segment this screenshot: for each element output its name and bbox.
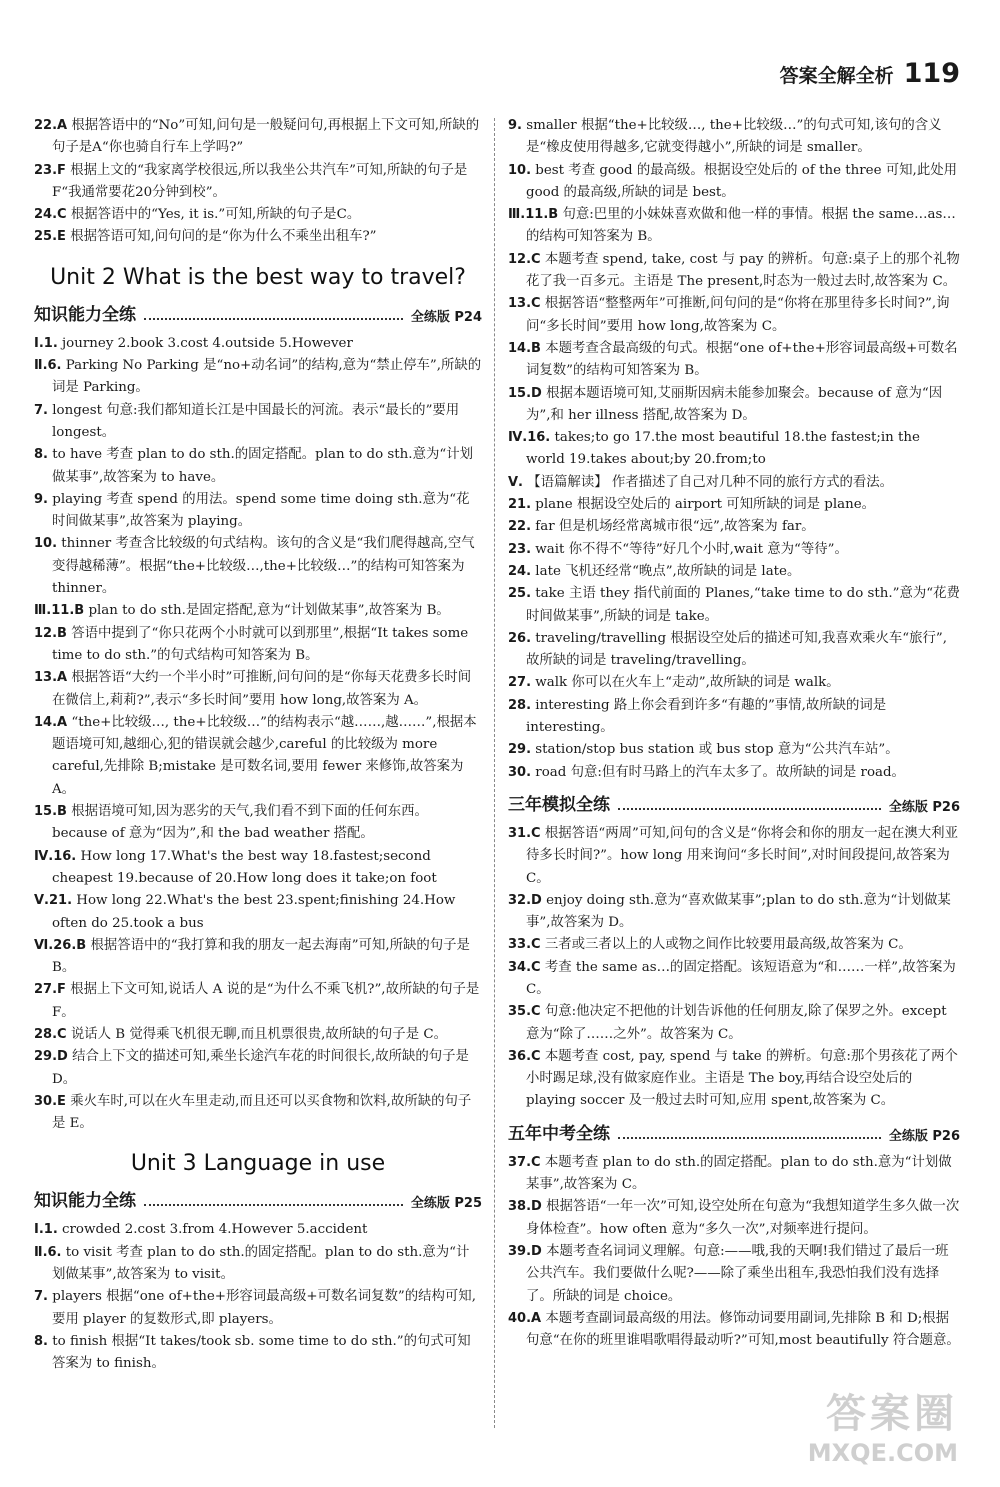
answer-number: Ⅴ.21. [34,893,73,909]
answer-entry [34,115,482,160]
answer-text: to visit 考查 plan to do sth.的固定搭配。plan to do sth.意为“计划做某事”,故答案为 to visit。 [52,1244,470,1283]
answer-entry [34,1024,482,1046]
answer-text: traveling/travelling 根据设空处后的描述可知,我喜欢乘火车“旅行”,故所缺的词是 traveling/travelling。 [526,630,948,669]
answer-entry [508,1196,960,1241]
answer-number: 29.D [34,1049,68,1065]
answer-text: takes;to go 17.the most beautiful 18.the fastest;in the world 19.takes about;by 20.from;to [526,430,920,468]
answer-number: 40.A [508,1310,542,1326]
answer-entry [34,600,482,622]
answer-entry [508,249,960,294]
section-title: 三年模拟全练 [508,794,610,815]
answer-text: take 主语 they 指代前面的 Planes,“take time to do sth.”意为“花费时间做某事”,所缺的词是 take。 [526,586,960,624]
answer-entry [508,1308,960,1353]
answer-number: 38.D [508,1199,542,1215]
answer-number: 7. [34,1289,48,1305]
answer-entry [34,667,482,712]
answer-text: “the+比较级…, the+比较级…”的结构表示“越……,越……”,根据本题语境可知,越细心,犯的错误就会越少,careful 的比较级为 more careful,先排除 B;mistake 是可数名词,要用 fewer 来修饰,故答案为 A。 [52,714,477,797]
answer-text: to finish 根据“It takes/took sb. some time to do sth.”的句式可知答案为 to finish。 [52,1333,471,1372]
answer-number: 12.C [508,251,541,267]
answer-entry [34,533,482,600]
answer-text: crowded 2.cost 3.from 4.However 5.accident [62,1222,368,1238]
answer-number: 31.C [508,825,541,841]
answer-entry [34,444,482,489]
answer-text: interesting 路上你会看到许多“有趣的”事情,故所缺的词是 interesting。 [526,697,887,736]
answer-number: 14.A [34,714,68,730]
answer-text: Parking No Parking 是“no+动名词”的结构,意为“禁止停车”,所缺的词是 Parking。 [52,358,482,396]
answer-number: Ⅱ.6. [34,358,62,374]
answer-entry [508,672,960,694]
answer-number: 33.C [508,937,541,953]
answer-entry [508,739,960,761]
answer-number: 9. [34,491,48,507]
answer-text: 句意:巴里的小妹妹喜欢做和他一样的事情。根据 the same…as…的结构可知答案为 B。 [526,207,956,245]
answer-number: 24. [508,563,532,579]
answer-entry [34,1331,482,1376]
answer-number: 26. [508,630,532,646]
answer-entry [34,400,482,445]
answer-entry [508,160,960,205]
answer-number: Ⅳ.16. [34,848,77,864]
answer-number: 32.D [508,892,542,908]
answer-entry [508,561,960,583]
answer-text: station/stop bus station 或 bus stop 意为“公共汽车站”。 [535,742,899,758]
answer-text: 根据答语“大约一个半小时”可推断,问句问的是“你每天花费多长时间在微信上,莉莉?”,表示“多长时间”要用 how long,故答案为 A。 [52,670,472,708]
watermark-url: MXQE.COM [807,1439,958,1467]
answer-number: 34.C [508,959,541,975]
answer-entry [508,115,960,160]
answer-number: 35.C [508,1004,541,1020]
answer-entry [508,762,960,784]
right-column [508,115,960,1352]
answer-number: 14.B [508,340,541,356]
answer-number: 28.C [34,1026,67,1042]
answer-text: far 但是机场经常离城市很“远”,故答案为 far。 [535,519,815,535]
section-title: 知识能力全练 [34,1191,136,1212]
answer-number: 10. [34,536,58,552]
answer-entry [508,293,960,338]
answer-entry [508,516,960,538]
answer-text: best 考查 good 的最高级。根据设空处后的 of the three 可知,此处用 good 的最高级,所缺的词是 best。 [526,162,957,200]
answer-text: smaller 根据“the+比较级…, the+比较级…”的句式可知,该句的含义是“橡皮使用得越多,它就变得越小”,所缺的词是 smaller。 [526,118,942,156]
answer-number: Ⅰ.1. [34,1222,58,1238]
answer-entry [34,1046,482,1091]
answer-entry [508,204,960,249]
answer-text: 【语篇解读】 作者描述了自己对几种不同的旅行方式的看法。 [527,474,894,490]
section-title: 知识能力全练 [34,304,136,325]
answer-number: 8. [34,1333,48,1349]
answer-text: How long 17.What's the best way 18.fastest;second cheapest 19.because of 20.How long does it take;on foot [52,848,437,886]
section-header [34,1186,482,1211]
column-divider [494,118,495,1428]
answer-entry [34,890,482,935]
answer-text: 句意:他决定不把他的计划告诉他的任何朋友,除了保罗之外。except 意为“除了……之外”。故答案为 C。 [526,1004,947,1042]
answer-number: 15.B [34,804,67,820]
answer-entry [508,890,960,935]
answer-text: 三者或三者以上的人或物之间作比较要用最高级,故答案为 C。 [544,937,912,953]
answer-entry [508,1152,960,1197]
answer-number: 37.C [508,1154,541,1170]
section-title: 五年中考全练 [508,1123,610,1144]
answer-text: 根据答语中的“我打算和我的朋友一起去海南”可知,所缺的句子是 B。 [52,937,470,976]
answer-number: 8. [34,447,48,463]
answer-number: 21. [508,497,532,513]
answer-text: 根据语境可知,因为恶劣的天气,我们看不到下面的任何东西。because of 意为“因为”,和 the bad weather 搭配。 [52,804,428,842]
answer-entry [508,539,960,561]
answer-entry [34,1286,482,1331]
section-header [508,790,960,815]
answer-text: 根据答语中的“No”可知,问句是一般疑问句,再根据上下文可知,所缺的句子是A“你也骑自行车上学吗?” [52,118,480,156]
answer-number: 22. [508,519,532,535]
unit-title: Unit 2 What is the best way to travel? [50,264,466,290]
answer-entry [508,1001,960,1046]
answer-entry [508,695,960,740]
answer-text: 本题考查副词最高级的用法。修饰动词要用副词,先排除 B 和 D;根据句意“在你的班里谁唱歌唱得最动听?”可知,most beautifully 符合题意。 [526,1310,960,1349]
answer-number: 27. [508,675,532,691]
answer-text: 根据答语“两周”可知,问句的含义是“你将会和你的朋友一起在澳大利亚待多长时间?”。how long 用来询问“多长时间”,对时间段提问,故答案为 C。 [526,825,958,886]
answer-number: Ⅵ.26.B [34,937,87,953]
answer-text: late 飞机还经常“晚点”,故所缺的词是 late。 [535,563,801,579]
answer-entry [34,623,482,668]
answer-entry [34,1091,482,1136]
answer-text: 本题考查含最高级的句式。根据“one of+the+形容词最高级+可数名词复数”的结构可知答案为 B。 [526,340,958,379]
answer-text: plan to do sth.是固定搭配,意为“计划做某事”,故答案为 B。 [88,603,450,619]
answer-entry [508,583,960,628]
answer-number: Ⅱ.6. [34,1244,62,1260]
answer-number: 23.F [34,162,66,178]
answer-text: How long 22.What's the best 23.spent;finishing 24.How often do 25.took a bus [52,893,456,931]
unit-title: Unit 3 Language in use [130,1151,386,1177]
answer-entry [34,1242,482,1287]
answer-text: 本题考查名词词义理解。句意:——哦,我的天啊!我们错过了最后一班公共汽车。我们要做什么呢?——除了乘坐出租车,我恐怕我们没有选择了。所缺的词是 choice。 [526,1243,949,1304]
answer-number: 30. [508,764,532,780]
answer-number: 22.A [34,118,68,133]
answer-text: 本题考查 plan to do sth.的固定搭配。plan to do sth.意为“计划做某事”,故答案为 C。 [526,1154,952,1193]
answer-entry [508,338,960,383]
answer-entry [34,1219,482,1241]
answer-entry [508,628,960,673]
answer-text: 根据本题语境可知,艾丽斯因病未能参加聚会。because of 意为“因为”,和 her illness 搭配,故答案为 D。 [526,385,943,423]
answer-text: 根据答语“整整两年”可推断,问句问的是“你将在那里待多长时间?”,询问“多长时间”要用 how long,故答案为 C。 [526,296,950,334]
answer-text: 根据答语可知,问句问的是“你为什么不乘坐出租车?” [70,229,377,245]
answer-number: 12.B [34,625,67,641]
section-page-ref: 全练版 P26 [888,1128,960,1144]
answer-entry [34,935,482,980]
answer-text: enjoy doing sth.意为“喜欢做某事”;plan to do sth.意为“计划做某事”,故答案为 D。 [526,892,951,931]
answer-text: walk 你可以在火车上“走动”,故所缺的词是 walk。 [535,675,840,691]
answer-number: 10. [508,162,532,178]
answer-text: longest 句意:我们都知道长江是中国最长的河流。表示“最长的”要用 longest。 [52,402,460,440]
dotted-leader [144,318,403,320]
answer-number: 30.E [34,1093,66,1109]
section-header [34,300,482,325]
page-header [780,58,960,89]
answer-entry [34,333,482,355]
answer-text: 说话人 B 觉得乘飞机很无聊,而且机票很贵,故所缺的句子是 C。 [70,1026,447,1042]
answer-entry [508,472,960,494]
answer-entry [34,801,482,846]
answer-number: 13.A [34,670,68,686]
answer-entry [34,712,482,801]
section-page-ref: 全练版 P26 [888,799,960,815]
answer-number: Ⅲ.11.B [34,603,85,619]
answer-entry [508,957,960,1002]
answer-number: 25.E [34,229,66,245]
page-number: 119 [903,58,960,89]
answer-text: thinner 考查含比较级的句式结构。该句的含义是“我们爬得越高,空气变得越稀薄”。根据“the+比较级…,the+比较级…”的结构可知答案为 thinner。 [52,536,475,597]
answer-number: 28. [508,697,532,713]
answer-number: 39.D [508,1243,542,1259]
answer-text: plane 根据设空处后的 airport 可知所缺的词是 plane。 [535,497,876,513]
left-column [34,115,482,1376]
answer-entry [508,934,960,956]
answer-text: road 句意:但有时马路上的汽车太多了。故所缺的词是 road。 [535,764,905,780]
answer-number: 36.C [508,1048,541,1064]
answer-number: Ⅴ. [508,474,523,490]
answer-number: 27.F [34,982,66,998]
book-name: 答案全解全析 [779,65,894,87]
watermark-logo-text: 答案圈 [826,1391,958,1437]
answer-text: 根据上下文可知,说话人 A 说的是“为什么不乘飞机?”,故所缺的句子是 F。 [52,982,480,1020]
answer-number: 15.D [508,385,542,401]
answer-text: 本题考查 spend, take, cost 与 pay 的辨析。句意:桌子上的那个礼物花了我一百多元。主语是 The present,时态为一般过去时,故答案为 C。 [526,251,960,290]
section-page-ref: 全练版 P25 [410,1196,482,1212]
answer-entry [508,494,960,516]
answer-text: playing 考查 spend 的用法。spend some time doing sth.意为“花时间做某事”,故答案为 playing。 [52,491,470,530]
answer-text: wait 你不得不“等待”好几个小时,wait 意为“等待”。 [535,541,848,557]
answer-text: 根据答语中的“Yes, it is.”可知,所缺的句子是C。 [70,207,361,223]
answer-entry [34,204,482,226]
answer-text: 根据上文的“我家离学校很远,所以我坐公共汽车”可知,所缺的句子是F“我通常要花20分钟到校”。 [52,162,468,200]
answer-entry [34,355,482,400]
answer-entry [508,427,960,472]
answer-text: players 根据“one of+the+形容词最高级+可数名词复数”的结构可知,要用 player 的复数形式,即 players。 [52,1289,476,1327]
answer-entry [34,846,482,891]
answer-number: 7. [34,402,48,418]
answer-text: to have 考查 plan to do sth.的固定搭配。plan to do sth.意为“计划做某事”,故答案为 to have。 [52,447,473,485]
section-header [508,1119,960,1144]
answer-number: Ⅲ.11.B [508,207,559,223]
answer-number: 23. [508,541,532,557]
watermark [808,1382,958,1467]
answer-text: journey 2.book 3.cost 4.outside 5.However [62,335,353,351]
answer-entry [34,979,482,1024]
section-page-ref: 全练版 P24 [410,309,482,325]
answer-entry [508,383,960,428]
answer-number: 29. [508,742,532,758]
answer-entry [34,489,482,534]
dotted-leader [144,1204,403,1206]
answer-number: 24.C [34,207,67,223]
answer-entry [508,1241,960,1308]
answer-text: 根据答语“一年一次”可知,设空处所在句意为“我想知道学生多久做一次身体检查”。how often 意为“多久一次”,对频率进行提问。 [526,1199,960,1237]
answer-number: Ⅰ.1. [34,335,58,351]
answer-text: 乘火车时,可以在火车里走动,而且还可以买食物和饮料,故所缺的句子是 E。 [52,1093,472,1132]
answer-text: 本题考查 cost, pay, spend 与 take 的辨析。句意:那个男孩花了两个小时踢足球,没有做家庭作业。主语是 The boy,再结合设空处后的 playing soccer 及一般过去时可知,应用 spent,故答案为 C。 [526,1048,958,1109]
dotted-leader [618,808,881,810]
answer-number: 13.C [508,296,541,312]
answer-number: 25. [508,586,532,602]
answer-text: 结合上下文的描述可知,乘坐长途汽车花的时间很长,故所缺的句子是 D。 [52,1049,469,1087]
answer-text: 考查 the same as…的固定搭配。该短语意为“和……一样”,故答案为 C。 [526,959,956,997]
answer-entry [34,160,482,205]
answer-entry [508,1046,960,1113]
answer-text: 答语中提到了“你只花两个小时就可以到那里”,根据“It takes some time to do sth.”的句式结构可知答案为 B。 [52,625,469,663]
answer-entry [34,226,482,248]
answer-number: Ⅳ.16. [508,430,551,446]
answer-entry [508,823,960,890]
answer-number: 9. [508,118,522,133]
dotted-leader [618,1137,881,1139]
